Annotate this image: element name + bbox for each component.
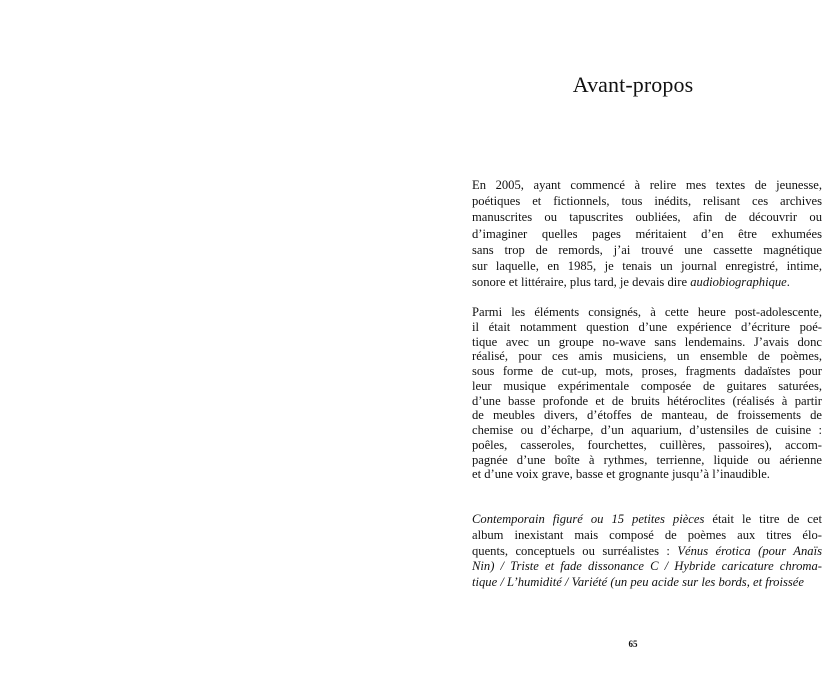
text-line [472,575,822,591]
text-line [472,512,822,528]
text-segment: quents, conceptuels ou surréalistes : [472,543,678,558]
paragraph-1 [472,177,822,290]
text-line [472,453,822,468]
paragraph-3 [472,512,822,591]
text-segment: leur musique expérimentale composée de guitares saturées, [472,378,822,393]
text-line [472,467,822,482]
text-line [472,274,822,290]
italic-text: audiobiographique [690,275,787,290]
text-line [472,320,822,335]
text-line [472,242,822,258]
text-line [472,528,822,544]
text-segment: d’imaginer quelles pages méritaient d’en être exhumées [472,226,822,241]
italic-text: tique / L’humidité / Variété (un peu acide sur les bords, et froissée [472,575,804,589]
text-segment: poêles, casseroles, fourchettes, cuillères, passoires), accom- [472,437,822,452]
text-segment: . [786,275,790,290]
text-segment: Parmi les éléments consignés, à cette heure post-adolescente, [472,305,822,319]
italic-text: Contemporain figuré ou 15 petites pièces [472,512,705,526]
text-segment: et d’une voix grave, basse et grognante jusqu’à l’inaudible. [472,467,770,482]
text-line [472,559,822,575]
text-segment: En 2005, ayant commencé à relire mes textes de jeunesse, [472,178,822,192]
text-line [472,226,822,242]
text-segment: sans trop de remords, j’ai trouvé une cassette magnétique [472,242,822,257]
text-line [472,423,822,438]
text-segment: sous forme de cut-up, mots, proses, fragments dadaïstes pour [472,364,822,378]
text-segment: il était notamment question d’une expérience d’écriture poé- [472,319,822,334]
page-number: 65 [628,639,638,649]
text-line [472,349,822,364]
text-segment: manuscrites ou tapuscrites oubliées, afin de découvrir ou [472,210,822,225]
text-line [472,438,822,453]
text-segment: réalisé, pour ces amis musiciens, un ensemble de poèmes, [472,349,822,364]
text-line [472,335,822,350]
text-segment: tique avec un groupe no-wave sans lendemains. J’avais donc [472,334,822,349]
text-segment: pagnée d’une boîte à rythmes, terrienne, liquide ou aérienne [472,452,822,467]
text-line [472,177,822,193]
text-segment: album inexistant mais composé de poèmes aux titres élo- [472,527,822,542]
italic-text: Vénus érotica (pour Anaïs [677,543,822,558]
text-line [472,408,822,423]
text-segment: était le titre de cet [704,512,822,526]
text-line [472,209,822,225]
text-segment: poétiques et fictionnels, tous inédits, relisant ces archives [472,194,822,209]
text-line [472,544,822,560]
text-segment: de meubles divers, d’étoffes de manteau, de froissements de [472,408,822,423]
text-line [472,394,822,409]
text-line [472,364,822,379]
chapter-title: Avant-propos [572,72,694,97]
text-segment: chemise ou d’écharpe, d’un aquarium, d’ustensiles de cuisine : [472,423,822,437]
text-line [472,258,822,274]
text-segment: sonore et littéraire, plus tard, je devais dire [472,275,691,290]
paragraph-2 [472,305,822,482]
text-segment: d’une basse profonde et de bruits hétéroclites (réalisés à partir [472,393,822,408]
italic-text: Nin) / Triste et fade dissonance C / Hybride caricature chroma- [472,559,822,574]
text-segment: sur laquelle, en 1985, je tenais un journal enregistré, intime, [472,258,822,273]
text-line [472,305,822,320]
text-line [472,379,822,394]
text-line [472,193,822,209]
